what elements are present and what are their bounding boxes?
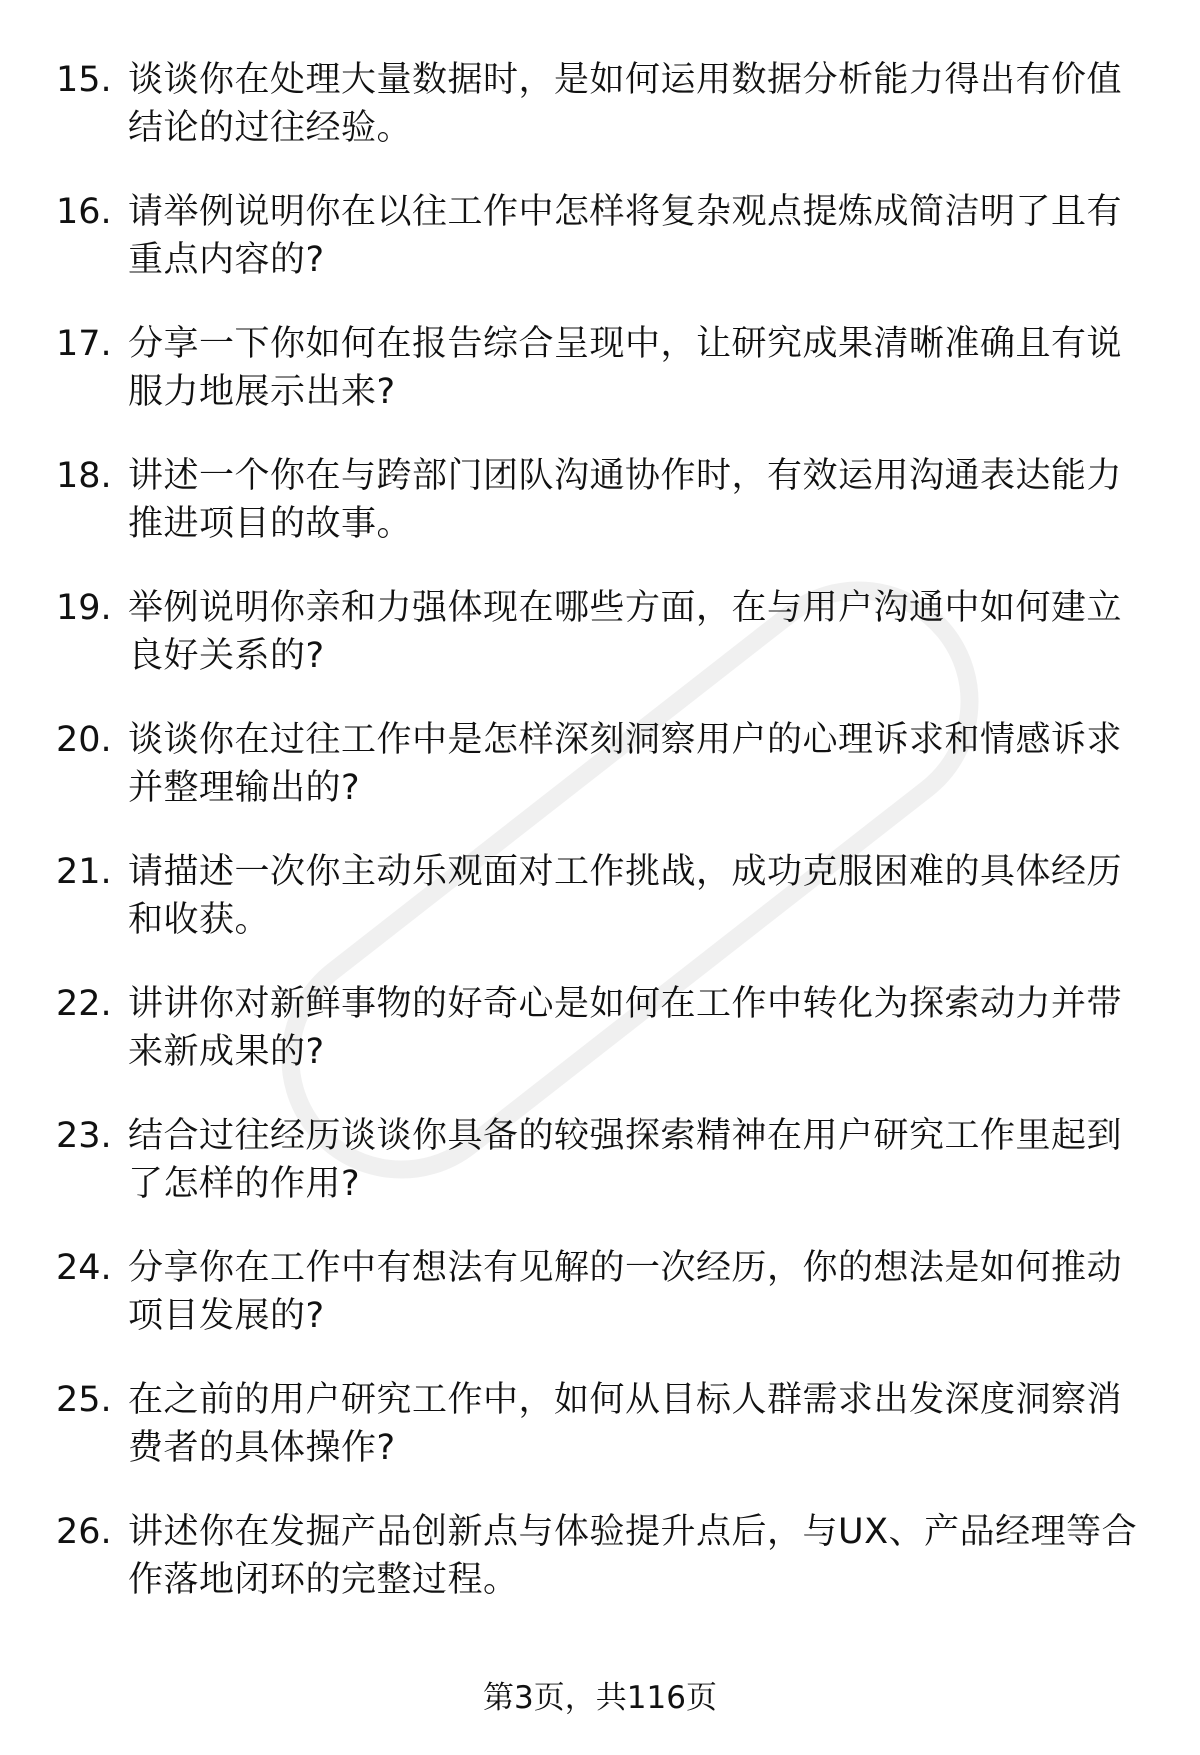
question-line: 重点内容的?: [128, 240, 325, 280]
question-text: [128, 848, 1168, 944]
question-number: 22.: [56, 984, 112, 1024]
question-number: 18.: [56, 456, 112, 496]
question-number: 15.: [56, 60, 112, 100]
question-text: [128, 1112, 1168, 1208]
question-line: 结论的过往经验。: [128, 108, 413, 148]
question-number: 23.: [56, 1116, 112, 1156]
question-line: 费者的具体操作?: [128, 1428, 396, 1468]
question-line: 分享你在工作中有想法有见解的一次经历，你的想法是如何推动: [128, 1248, 1123, 1288]
question-line: 谈谈你在过往工作中是怎样深刻洞察用户的心理诉求和情感诉求: [128, 720, 1123, 760]
question-text: [128, 716, 1168, 812]
question-line: 谈谈你在处理大量数据时，是如何运用数据分析能力得出有价值: [128, 60, 1123, 100]
question-line: 请举例说明你在以往工作中怎样将复杂观点提炼成简洁明了且有: [128, 192, 1123, 232]
question-text: [128, 452, 1168, 548]
question-number: 25.: [56, 1380, 112, 1420]
question-line: 服力地展示出来?: [128, 372, 396, 412]
question-line: 了怎样的作用?: [128, 1164, 361, 1204]
question-line: 讲述一个你在与跨部门团队沟通协作时，有效运用沟通表达能力: [128, 456, 1123, 496]
question-text: [128, 320, 1168, 416]
question-line: 推进项目的故事。: [128, 504, 413, 544]
question-text: [128, 188, 1168, 284]
question-text: [128, 1508, 1168, 1604]
question-number: 24.: [56, 1248, 112, 1288]
question-text: [128, 980, 1168, 1076]
question-line: 和收获。: [128, 900, 271, 940]
question-text: [128, 56, 1168, 152]
question-line: 讲述你在发掘产品创新点与体验提升点后，与UX、产品经理等合: [128, 1512, 1138, 1552]
question-text: [128, 1376, 1168, 1472]
question-line: 在之前的用户研究工作中，如何从目标人群需求出发深度洞察消: [128, 1380, 1123, 1420]
question-line: 分享一下你如何在报告综合呈现中，让研究成果清晰准确且有说: [128, 324, 1123, 364]
question-number: 16.: [56, 192, 112, 232]
question-line: 并整理输出的?: [128, 768, 361, 808]
question-line: 举例说明你亲和力强体现在哪些方面，在与用户沟通中如何建立: [128, 588, 1123, 628]
question-line: 讲讲你对新鲜事物的好奇心是如何在工作中转化为探索动力并带: [128, 984, 1123, 1024]
question-line: 良好关系的?: [128, 636, 325, 676]
question-line: 请描述一次你主动乐观面对工作挑战，成功克服困难的具体经历: [128, 852, 1123, 892]
question-text: [128, 584, 1168, 680]
question-number: 19.: [56, 588, 112, 628]
question-number: 21.: [56, 852, 112, 892]
question-line: 作落地闭环的完整过程。: [128, 1560, 519, 1600]
question-line: 结合过往经历谈谈你具备的较强探索精神在用户研究工作里起到: [128, 1116, 1123, 1156]
question-line: 来新成果的?: [128, 1032, 325, 1072]
question-number: 17.: [56, 324, 112, 364]
question-number: 20.: [56, 720, 112, 760]
question-number: 26.: [56, 1512, 112, 1552]
question-text: [128, 1244, 1168, 1340]
page-indicator: 第3页，共116页: [483, 1680, 717, 1716]
question-line: 项目发展的?: [128, 1296, 325, 1336]
